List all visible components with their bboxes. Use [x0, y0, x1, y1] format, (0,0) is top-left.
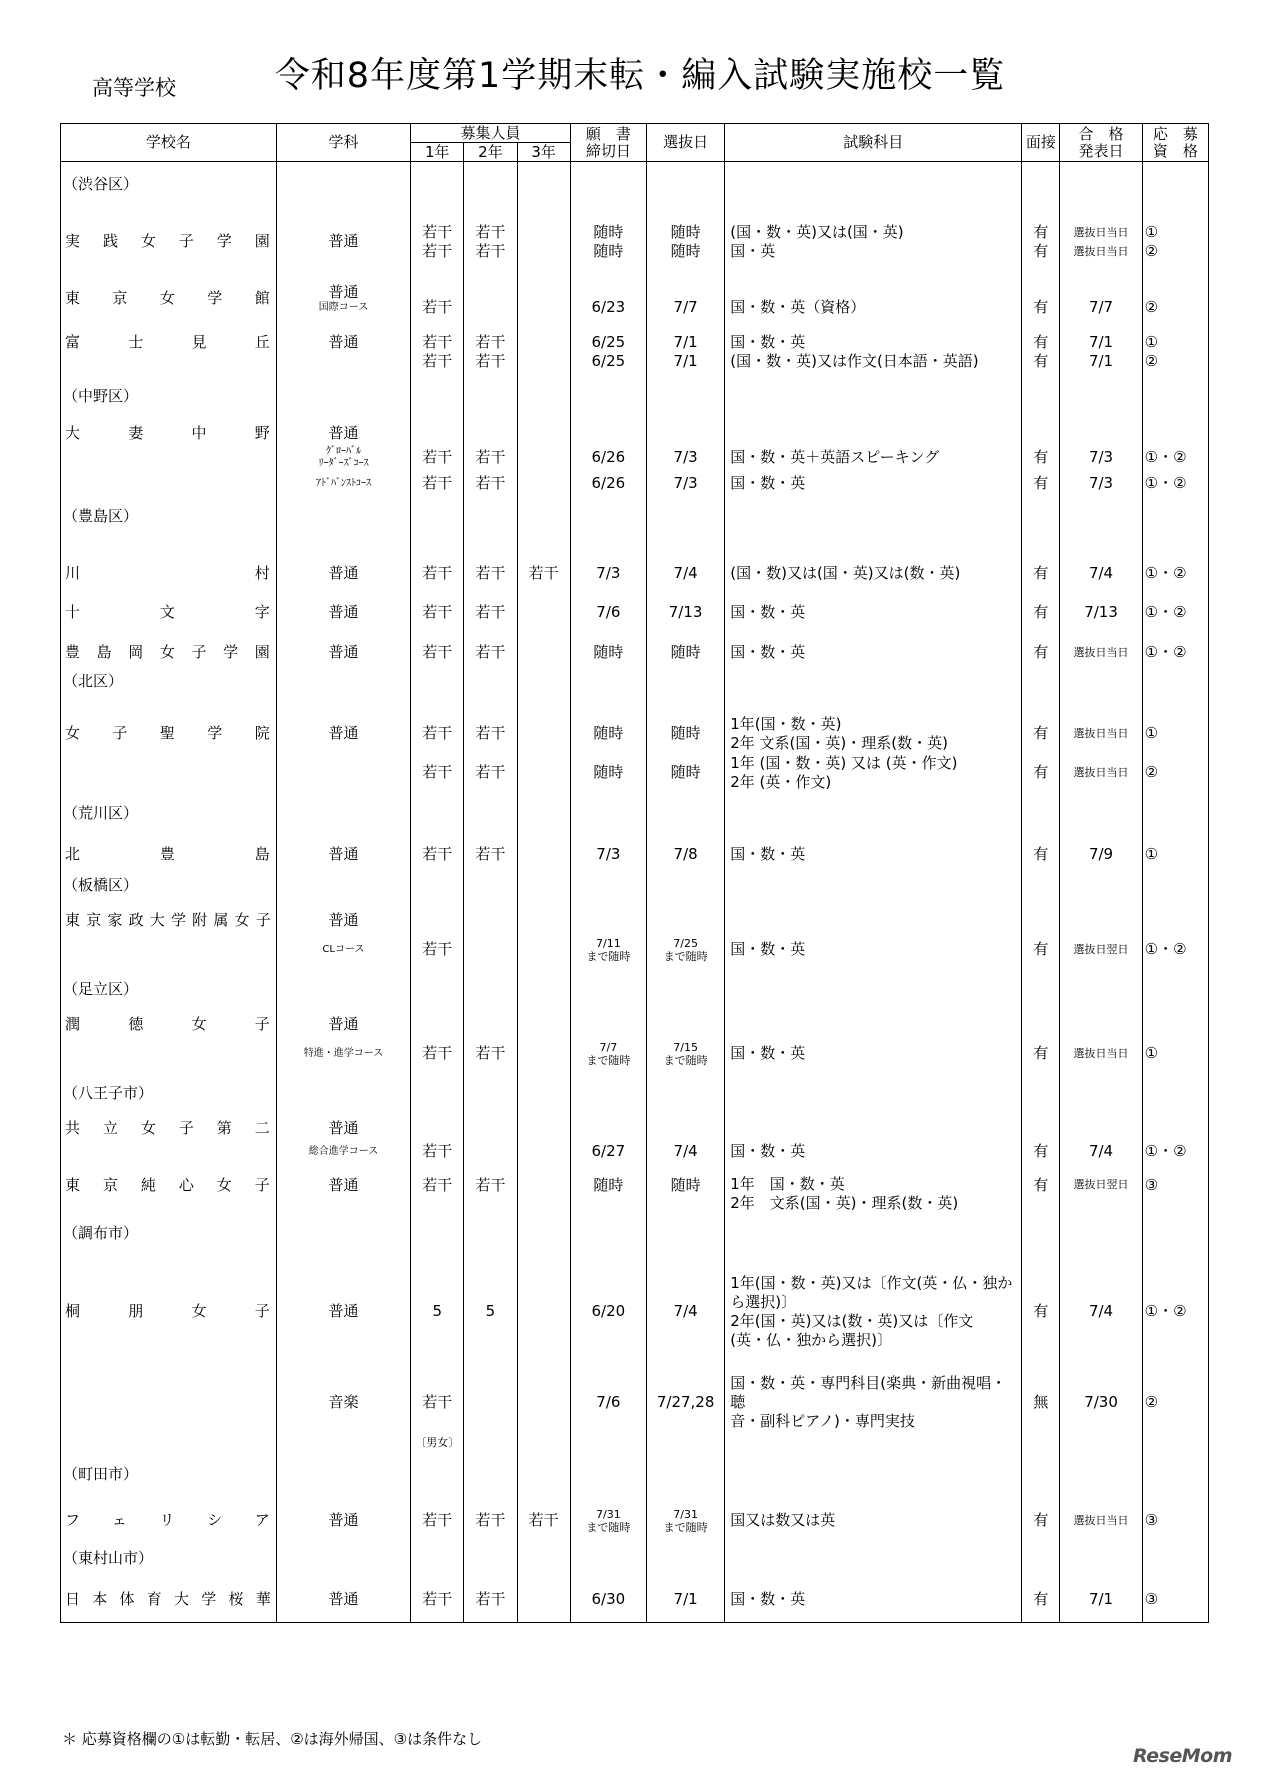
interview: 有: [1022, 333, 1060, 352]
qualification: ③: [1142, 1589, 1208, 1611]
pass-date: 7/4: [1060, 563, 1142, 585]
interview: 有: [1022, 932, 1060, 968]
interview: 有: [1022, 642, 1060, 664]
qualification: ①・②: [1142, 602, 1208, 624]
subjects: 国・数・英＋英語スピーキング: [725, 445, 1022, 471]
qualification: ③: [1142, 1503, 1208, 1539]
pass-date: 7/1: [1060, 333, 1142, 352]
deadline: 7/31 まで随時: [570, 1503, 646, 1539]
table-row: [61, 445, 1209, 471]
year2-count: 若干: [464, 754, 517, 792]
table-row: [61, 279, 1209, 319]
header-year2: 2年: [464, 143, 517, 162]
deadline: 随時: [570, 1174, 646, 1214]
table-row: [61, 1431, 1209, 1455]
subjects: (国・数)又は(国・英)又は(数・英): [725, 563, 1022, 585]
region-label: （豊島区）: [61, 505, 277, 529]
table-row: [61, 1589, 1209, 1611]
pass-date: 選抜日翌日: [1060, 1174, 1142, 1214]
school-name: 北豊島: [61, 844, 277, 866]
deadline: 随時: [570, 242, 646, 261]
subjects: 国・数・英: [725, 642, 1022, 664]
course: ｸﾞﾛｰﾊﾞﾙ ﾘｰﾀﾞｰｽﾞｺｰｽ: [276, 445, 410, 471]
table-row: [61, 754, 1209, 792]
selection-date: 随時: [646, 223, 724, 242]
qualification: ①・②: [1142, 445, 1208, 471]
pass-date: 選抜日当日: [1060, 242, 1142, 261]
year1-count: 5: [411, 1272, 464, 1352]
interview: 無: [1022, 1374, 1060, 1431]
deadline: 7/6: [570, 602, 646, 624]
region-label: （北区）: [61, 670, 277, 694]
year2-count: 若干: [464, 602, 517, 624]
region-label: （荒川区）: [61, 802, 277, 826]
deadline: 7/11 まで随時: [570, 932, 646, 968]
region-label: （調布市）: [61, 1222, 277, 1246]
interview: 有: [1022, 1272, 1060, 1352]
dept: 音楽: [276, 1374, 410, 1431]
school-list-table: [60, 123, 1209, 1623]
pass-date: 7/9: [1060, 844, 1142, 866]
interview: 有: [1022, 754, 1060, 792]
page-title: 令和8年度第1学期末転・編入試験実施校一覧: [274, 56, 1006, 96]
deadline: 随時: [570, 642, 646, 664]
school-name: 桐朋女子: [61, 1272, 277, 1352]
year1-count: 若干: [411, 602, 464, 624]
year1-count: 若干: [411, 642, 464, 664]
selection-date: 随時: [646, 642, 724, 664]
interview: 有: [1022, 844, 1060, 866]
qualification: ②: [1142, 754, 1208, 792]
dept: 普通: [276, 602, 410, 624]
year1-count: 若干: [411, 754, 464, 792]
qualification: ②: [1142, 1374, 1208, 1431]
pass-date: 7/3: [1060, 471, 1142, 497]
year2-count: 若干: [464, 844, 517, 866]
dept: 普通: [276, 1174, 410, 1214]
subjects: 国・数・英: [725, 1589, 1022, 1611]
subjects: 1年 (国・数・英) 又は (英・作文) 2年 (英・作文): [725, 754, 1022, 792]
region-row: [61, 1222, 1209, 1246]
deadline: 6/25: [570, 352, 646, 371]
school-name: 豊島岡女子学園: [61, 642, 277, 664]
school-name: 実践女子学園: [61, 223, 277, 261]
interview: 有: [1022, 1174, 1060, 1214]
pass-date: 選抜日当日: [1060, 714, 1142, 754]
selection-date: 7/3: [646, 471, 724, 497]
school-type-label: 高等学校: [92, 76, 176, 100]
region-row: [61, 874, 1209, 898]
course: CLコース: [276, 932, 410, 968]
subjects: (国・数・英)又は作文(日本語・英語): [725, 352, 1022, 371]
pass-date: 7/3: [1060, 445, 1142, 471]
school-name: 潤徳女子: [61, 1014, 277, 1036]
year3-count: 若干: [517, 1503, 570, 1539]
deadline: 随時: [570, 714, 646, 754]
interview: 有: [1022, 223, 1060, 242]
table-header: [61, 124, 1209, 162]
header-pass-date: 合 格 発表日: [1060, 124, 1142, 162]
pass-date: 7/4: [1060, 1140, 1142, 1164]
interview: 有: [1022, 1503, 1060, 1539]
selection-date: 7/31 まで随時: [646, 1503, 724, 1539]
region-label: （板橋区）: [61, 874, 277, 898]
year1-count: 若干: [411, 563, 464, 585]
year1-count: 若干: [411, 242, 464, 261]
selection-date: 7/15 まで随時: [646, 1036, 724, 1072]
school-name: 大妻中野: [61, 423, 277, 445]
region-label: （八王子市）: [61, 1082, 277, 1106]
year1-count: 若干: [411, 1174, 464, 1214]
dept: 普通 国際コース: [276, 279, 410, 319]
year1-count: 若干: [411, 1589, 464, 1611]
pass-date: 選抜日当日: [1060, 754, 1142, 792]
year1-note: 〔男女〕: [411, 1431, 464, 1455]
subjects: 国・数・英（資格）: [725, 279, 1022, 319]
qualification: ②: [1142, 242, 1208, 261]
qualification: ③: [1142, 1174, 1208, 1214]
interview: 有: [1022, 445, 1060, 471]
table-row: [61, 1503, 1209, 1539]
selection-date: 7/8: [646, 844, 724, 866]
pass-date: 7/13: [1060, 602, 1142, 624]
selection-date: 随時: [646, 242, 724, 261]
school-name: 川村: [61, 563, 277, 585]
table-row: [61, 1118, 1209, 1140]
table-row: [61, 602, 1209, 624]
deadline: 6/23: [570, 279, 646, 319]
region-label: （町田市）: [61, 1463, 277, 1487]
qualification: ①・②: [1142, 1272, 1208, 1352]
deadline: 6/30: [570, 1589, 646, 1611]
dept: 普通: [276, 1014, 410, 1036]
deadline: 6/27: [570, 1140, 646, 1164]
subjects: 国・数・英: [725, 333, 1022, 352]
school-name: 富士見丘: [61, 333, 277, 371]
year1-count: 若干: [411, 333, 464, 352]
year1-count: 若干: [411, 1503, 464, 1539]
subjects: 1年(国・数・英) 2年 文系(国・英)・理系(数・英): [725, 714, 1022, 754]
interview: 有: [1022, 563, 1060, 585]
pass-date: 7/4: [1060, 1272, 1142, 1352]
subjects: 国又は数又は英: [725, 1503, 1022, 1539]
year2-count: 若干: [464, 471, 517, 497]
dept: 普通: [276, 642, 410, 664]
deadline: 6/26: [570, 471, 646, 497]
qualification: ①: [1142, 223, 1208, 242]
region-label: （中野区）: [61, 385, 277, 409]
course: 総合進学コース: [276, 1140, 410, 1164]
region-row: [61, 670, 1209, 694]
year2-count: 若干: [464, 1503, 517, 1539]
footnote: ＊ 応募資格欄の①は転勤・転居、②は海外帰国、③は条件なし: [62, 1730, 483, 1748]
dept: 普通: [276, 1272, 410, 1352]
pass-date: 7/30: [1060, 1374, 1142, 1431]
region-label: （東村山市）: [61, 1547, 277, 1571]
school-name: 東京純心女子: [61, 1174, 277, 1214]
school-name: 東京女学館: [61, 279, 277, 319]
subjects: 1年(国・数・英)又は〔作文(英・仏・独か ら選択)〕 2年(国・英)又は(数・英)又は〔作文 (英・仏・独から選択)〕: [725, 1272, 1022, 1352]
region-row: [61, 802, 1209, 826]
selection-date: 7/1: [646, 352, 724, 371]
header-year3: 3年: [517, 143, 570, 162]
dept: 普通: [276, 563, 410, 585]
header-subjects: 試験科目: [725, 124, 1022, 162]
interview: 有: [1022, 352, 1060, 371]
dept: 普通: [276, 1503, 410, 1539]
school-name: 日本体育大学桜華: [61, 1589, 277, 1611]
course: ｱﾄﾞﾊﾞﾝｽﾄｺｰｽ: [276, 471, 410, 497]
pass-date: 選抜日翌日: [1060, 932, 1142, 968]
pass-date: 選抜日当日: [1060, 642, 1142, 664]
year1-count: 若干: [411, 352, 464, 371]
table-row: [61, 1140, 1209, 1164]
year2-count: 若干: [464, 714, 517, 754]
year1-count: 若干: [411, 471, 464, 497]
deadline: 随時: [570, 223, 646, 242]
school-name: 東京家政大学附属女子: [61, 910, 277, 932]
table-row: [61, 844, 1209, 866]
subjects: 国・数・英: [725, 1036, 1022, 1072]
region-row: [61, 1547, 1209, 1571]
qualification: ①: [1142, 844, 1208, 866]
selection-date: 7/4: [646, 1272, 724, 1352]
qualification: ①・②: [1142, 642, 1208, 664]
table-row: [61, 423, 1209, 445]
interview: 有: [1022, 1036, 1060, 1072]
dept: 普通: [276, 714, 410, 754]
interview: 有: [1022, 1589, 1060, 1611]
interview: 有: [1022, 714, 1060, 754]
subjects: 国・英: [725, 242, 1022, 261]
deadline: 7/3: [570, 563, 646, 585]
year1-count: 若干: [411, 844, 464, 866]
table-row: [61, 1272, 1209, 1352]
school-name: 共立女子第二: [61, 1118, 277, 1140]
year2-count: 若干: [464, 1036, 517, 1072]
header-qualification: 応 募 資 格: [1142, 124, 1208, 162]
subjects: (国・数・英)又は(国・英): [725, 223, 1022, 242]
subjects: 国・数・英・専門科目(楽典・新曲視唱・聴 音・副科ピアノ)・専門実技: [725, 1374, 1022, 1431]
year2-count: 若干: [464, 445, 517, 471]
region-row: [61, 505, 1209, 529]
interview: 有: [1022, 242, 1060, 261]
school-name: フェリシア: [61, 1503, 277, 1539]
year2-count: 5: [464, 1272, 517, 1352]
selection-date: 7/13: [646, 602, 724, 624]
table-row: [61, 471, 1209, 497]
header-year1: 1年: [411, 143, 464, 162]
header-dept: 学科: [276, 124, 410, 162]
subjects: 国・数・英: [725, 932, 1022, 968]
qualification: ①: [1142, 714, 1208, 754]
table-row: [61, 1036, 1209, 1072]
table-row: [61, 333, 1209, 352]
year2-count: 若干: [464, 242, 517, 261]
interview: 有: [1022, 1140, 1060, 1164]
year2-count: 若干: [464, 1174, 517, 1214]
pass-date: 選抜日当日: [1060, 1036, 1142, 1072]
course: 特進・進学コース: [276, 1036, 410, 1072]
year3-count: 若干: [517, 563, 570, 585]
selection-date: 7/27,28: [646, 1374, 724, 1431]
year1-count: 若干: [411, 1036, 464, 1072]
qualification: ①: [1142, 1036, 1208, 1072]
resemom-logo: ReseMom: [1133, 1745, 1233, 1767]
header-recruit: 募集人員: [411, 124, 571, 143]
dept: 普通: [276, 844, 410, 866]
region-row: [61, 1463, 1209, 1487]
dept: 普通: [276, 910, 410, 932]
region-row: [61, 978, 1209, 1002]
pass-date: 選抜日当日: [1060, 223, 1142, 242]
year2-count: 若干: [464, 333, 517, 352]
header-school-name: 学校名: [61, 124, 277, 162]
region-row: [61, 1082, 1209, 1106]
table-row: [61, 1174, 1209, 1214]
year2-count: 若干: [464, 223, 517, 242]
qualification: ①・②: [1142, 563, 1208, 585]
year1-count: 若干: [411, 279, 464, 319]
year1-count: 若干: [411, 223, 464, 242]
qualification: ②: [1142, 352, 1208, 371]
qualification: ①・②: [1142, 932, 1208, 968]
interview: 有: [1022, 279, 1060, 319]
pass-date: 7/1: [1060, 1589, 1142, 1611]
selection-date: 7/25 まで随時: [646, 932, 724, 968]
year2-count: 若干: [464, 1589, 517, 1611]
school-name: 女子聖学院: [61, 714, 277, 754]
selection-date: 7/1: [646, 333, 724, 352]
table-row: [61, 563, 1209, 585]
year1-count: 若干: [411, 714, 464, 754]
dept: 普通: [276, 1118, 410, 1140]
region-row: [61, 172, 1209, 198]
qualification: ②: [1142, 279, 1208, 319]
deadline: 6/20: [570, 1272, 646, 1352]
table-row: [61, 642, 1209, 664]
selection-date: 7/4: [646, 1140, 724, 1164]
header-interview: 面接: [1022, 124, 1060, 162]
pass-date: 7/7: [1060, 279, 1142, 319]
header-selection-date: 選抜日: [646, 124, 724, 162]
pass-date: 選抜日当日: [1060, 1503, 1142, 1539]
subjects: 国・数・英: [725, 471, 1022, 497]
table-row: [61, 1014, 1209, 1036]
header-deadline: 願 書 締切日: [570, 124, 646, 162]
table-row: [61, 910, 1209, 932]
region-row: [61, 385, 1209, 409]
dept: 普通: [276, 1589, 410, 1611]
qualification: ①・②: [1142, 1140, 1208, 1164]
qualification: ①: [1142, 333, 1208, 352]
year2-count: 若干: [464, 563, 517, 585]
deadline: 7/7 まで随時: [570, 1036, 646, 1072]
subjects: 国・数・英: [725, 1140, 1022, 1164]
selection-date: 7/4: [646, 563, 724, 585]
dept: 普通: [276, 423, 410, 445]
year1-count: 若干: [411, 1374, 464, 1431]
interview: 有: [1022, 471, 1060, 497]
region-label: （足立区）: [61, 978, 277, 1002]
dept: 普通: [276, 333, 410, 371]
deadline: 随時: [570, 754, 646, 792]
dept: 普通: [276, 223, 410, 261]
deadline: 7/3: [570, 844, 646, 866]
interview: 有: [1022, 602, 1060, 624]
deadline: 6/25: [570, 333, 646, 352]
selection-date: 7/7: [646, 279, 724, 319]
selection-date: 随時: [646, 754, 724, 792]
deadline: 7/6: [570, 1374, 646, 1431]
selection-date: 7/3: [646, 445, 724, 471]
qualification: ①・②: [1142, 471, 1208, 497]
subjects: 国・数・英: [725, 602, 1022, 624]
table-row: [61, 932, 1209, 968]
selection-date: 7/1: [646, 1589, 724, 1611]
year1-count: 若干: [411, 932, 464, 968]
year2-count: 若干: [464, 352, 517, 371]
pass-date: 7/1: [1060, 352, 1142, 371]
table-row: [61, 714, 1209, 754]
table-row: [61, 223, 1209, 242]
year1-count: 若干: [411, 1140, 464, 1164]
table-row: [61, 1374, 1209, 1431]
region-label: （渋谷区）: [61, 172, 277, 198]
selection-date: 随時: [646, 714, 724, 754]
year1-count: 若干: [411, 445, 464, 471]
subjects: 国・数・英: [725, 844, 1022, 866]
year2-count: 若干: [464, 642, 517, 664]
school-name: 十文字: [61, 602, 277, 624]
deadline: 6/26: [570, 445, 646, 471]
selection-date: 随時: [646, 1174, 724, 1214]
subjects: 1年 国・数・英 2年 文系(国・英)・理系(数・英): [725, 1174, 1022, 1214]
